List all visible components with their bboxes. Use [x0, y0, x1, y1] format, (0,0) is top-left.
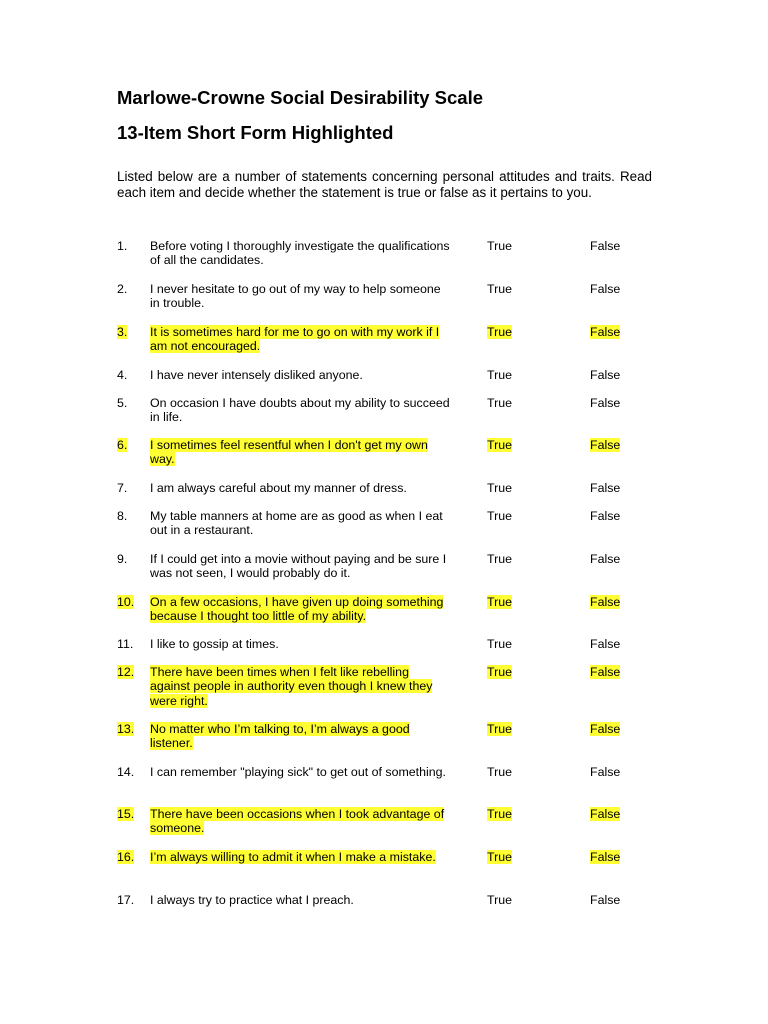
false-option[interactable]: False — [590, 722, 621, 736]
false-option[interactable]: False — [590, 850, 621, 864]
item-number: 17. — [117, 893, 135, 907]
item-number: 7. — [117, 481, 128, 495]
item-number: 13. — [117, 722, 135, 736]
false-option[interactable]: False — [590, 438, 621, 452]
false-option[interactable]: False — [590, 368, 621, 382]
false-option[interactable]: False — [590, 481, 621, 495]
false-option[interactable]: False — [590, 637, 621, 651]
instructions-paragraph: Listed below are a number of statements concerning personal attitudes and traits. Read each item and decide whether the statement is true or false as it pertains to you. — [117, 169, 652, 200]
item-number: 11. — [117, 637, 134, 651]
item-statement: I’m always willing to admit it when I make a mistake. — [150, 850, 436, 864]
true-option[interactable]: True — [487, 637, 513, 651]
item-number: 2. — [117, 282, 128, 296]
item-statement: No matter who I’m talking to, I’m always a good listener. — [150, 722, 410, 751]
true-option[interactable]: True — [487, 595, 513, 609]
item-statement: My table manners at home are as good as when I eat out in a restaurant. — [150, 509, 443, 538]
item-number: 10. — [117, 595, 135, 609]
true-option[interactable]: True — [487, 239, 513, 253]
item-number: 5. — [117, 396, 128, 410]
item-statement: On occasion I have doubts about my ability to succeed in life. — [150, 396, 450, 425]
item-number: 8. — [117, 509, 128, 523]
item-number: 15. — [117, 807, 135, 821]
item-statement: I am always careful about my manner of dress. — [150, 481, 407, 495]
true-option[interactable]: True — [487, 765, 513, 779]
item-statement: Before voting I thoroughly investigate the qualifications of all the candidates. — [150, 239, 450, 268]
true-option[interactable]: True — [487, 665, 513, 679]
item-statement: There have been times when I felt like rebelling against people in authority even though I knew they were right. — [150, 665, 433, 708]
false-option[interactable]: False — [590, 396, 621, 410]
false-option[interactable]: False — [590, 893, 621, 907]
item-number: 16. — [117, 850, 135, 864]
item-number: 1. — [117, 239, 128, 253]
item-statement: I have never intensely disliked anyone. — [150, 368, 363, 382]
item-number: 12. — [117, 665, 135, 679]
true-option[interactable]: True — [487, 807, 513, 821]
true-option[interactable]: True — [487, 552, 513, 566]
item-number: 14. — [117, 765, 135, 779]
true-option[interactable]: True — [487, 396, 513, 410]
false-option[interactable]: False — [590, 807, 621, 821]
true-option[interactable]: True — [487, 368, 513, 382]
false-option[interactable]: False — [590, 325, 621, 339]
item-number: 4. — [117, 368, 128, 382]
true-option[interactable]: True — [487, 893, 513, 907]
false-option[interactable]: False — [590, 595, 621, 609]
false-option[interactable]: False — [590, 665, 621, 679]
item-statement: It is sometimes hard for me to go on with my work if I am not encouraged. — [150, 325, 440, 354]
false-option[interactable]: False — [590, 282, 621, 296]
true-option[interactable]: True — [487, 509, 513, 523]
document-title: Marlowe-Crowne Social Desirability Scale — [117, 87, 484, 108]
item-statement: There have been occasions when I took advantage of someone. — [150, 807, 445, 836]
true-option[interactable]: True — [487, 722, 513, 736]
item-number: 9. — [117, 552, 128, 566]
item-statement: I like to gossip at times. — [150, 637, 279, 651]
false-option[interactable]: False — [590, 239, 621, 253]
document-subtitle: 13-Item Short Form Highlighted — [117, 122, 394, 143]
true-option[interactable]: True — [487, 850, 513, 864]
item-statement: I sometimes feel resentful when I don't get my own way. — [150, 438, 428, 467]
item-statement: I can remember "playing sick" to get out of something. — [150, 765, 446, 779]
item-number: 6. — [117, 438, 128, 452]
item-statement: I always try to practice what I preach. — [150, 893, 354, 907]
item-statement: If I could get into a movie without paying and be sure I was not seen, I would probably do it. — [150, 552, 447, 581]
true-option[interactable]: True — [487, 282, 513, 296]
true-option[interactable]: True — [487, 438, 513, 452]
item-statement: On a few occasions, I have given up doing something because I thought too little of my ability. — [150, 595, 444, 624]
true-option[interactable]: True — [487, 325, 513, 339]
true-option[interactable]: True — [487, 481, 513, 495]
item-number: 3. — [117, 325, 128, 339]
item-statement: I never hesitate to go out of my way to help someone in trouble. — [150, 282, 441, 311]
false-option[interactable]: False — [590, 765, 621, 779]
false-option[interactable]: False — [590, 509, 621, 523]
false-option[interactable]: False — [590, 552, 621, 566]
